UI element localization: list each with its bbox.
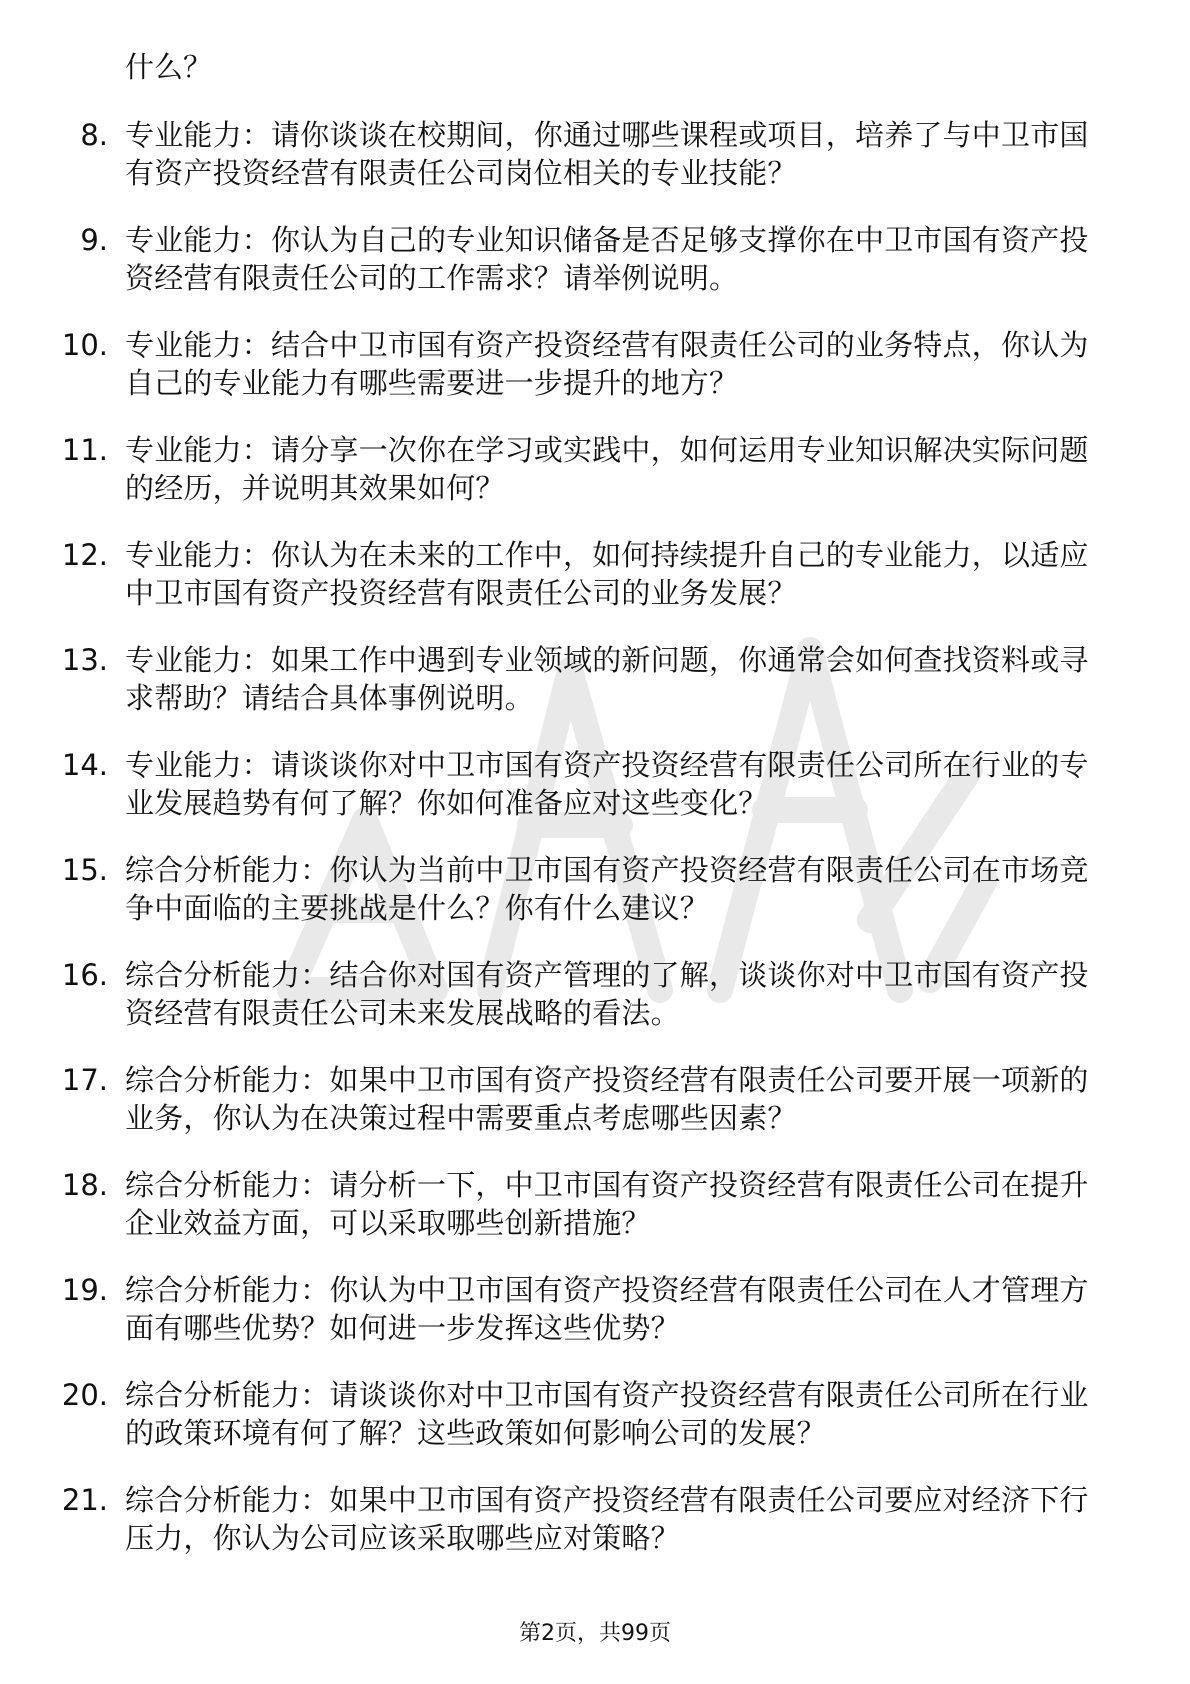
question-item-20	[0, 1376, 1190, 1452]
question-item-17	[0, 1061, 1190, 1137]
question-text-12: 专业能力：你认为在未来的工作中，如何持续提升自己的专业能力，以适应中卫市国有资产投资经营有限责任公司的业务发展？	[125, 538, 1089, 610]
question-number-18: 18.	[61, 1168, 108, 1202]
page-footer: 第2页，共99页	[519, 1621, 671, 1646]
question-text-16: 综合分析能力：结合你对国有资产管理的了解，谈谈你对中卫市国有资产投资经营有限责任公司未来发展战略的看法。	[125, 958, 1089, 1030]
question-item-15	[0, 851, 1190, 927]
question-item-11	[0, 431, 1190, 507]
continued-line: 什么？	[125, 50, 213, 84]
question-number-9: 9.	[80, 223, 108, 257]
question-number-21: 21.	[61, 1483, 108, 1517]
question-item-12	[0, 536, 1190, 612]
question-text-8: 专业能力：请你谈谈在校期间，你通过哪些课程或项目，培养了与中卫市国有资产投资经营有限责任公司岗位相关的专业技能？	[125, 118, 1089, 190]
question-text-14: 专业能力：请谈谈你对中卫市国有资产投资经营有限责任公司所在行业的专业发展趋势有何了解？你如何准备应对这些变化？	[125, 748, 1089, 820]
question-number-11: 11.	[61, 433, 108, 467]
question-text-11: 专业能力：请分享一次你在学习或实践中，如何运用专业知识解决实际问题的经历，并说明其效果如何？	[125, 433, 1089, 505]
question-item-14	[0, 746, 1190, 822]
question-text-21: 综合分析能力：如果中卫市国有资产投资经营有限责任公司要应对经济下行压力，你认为公司应该采取哪些应对策略？	[125, 1483, 1089, 1555]
question-text-17: 综合分析能力：如果中卫市国有资产投资经营有限责任公司要开展一项新的业务，你认为在决策过程中需要重点考虑哪些因素？	[125, 1063, 1089, 1135]
question-item-18	[0, 1166, 1190, 1242]
question-item-16	[0, 956, 1190, 1032]
question-item-13	[0, 641, 1190, 717]
question-number-8: 8.	[80, 118, 108, 152]
question-text-10: 专业能力：结合中卫市国有资产投资经营有限责任公司的业务特点，你认为自己的专业能力有哪些需要进一步提升的地方？	[125, 328, 1089, 400]
question-number-13: 13.	[61, 643, 108, 677]
question-text-20: 综合分析能力：请谈谈你对中卫市国有资产投资经营有限责任公司所在行业的政策环境有何了解？这些政策如何影响公司的发展？	[125, 1378, 1089, 1450]
question-number-20: 20.	[61, 1378, 108, 1412]
question-item-9	[0, 221, 1190, 297]
question-number-17: 17.	[61, 1063, 108, 1097]
question-number-12: 12.	[61, 538, 108, 572]
question-text-13: 专业能力：如果工作中遇到专业领域的新问题，你通常会如何查找资料或寻求帮助？请结合具体事例说明。	[125, 643, 1089, 715]
question-item-21	[0, 1481, 1190, 1557]
question-number-10: 10.	[61, 328, 108, 362]
question-text-19: 综合分析能力：你认为中卫市国有资产投资经营有限责任公司在人才管理方面有哪些优势？如何进一步发挥这些优势？	[125, 1273, 1089, 1345]
question-text-18: 综合分析能力：请分析一下，中卫市国有资产投资经营有限责任公司在提升企业效益方面，可以采取哪些创新措施？	[125, 1168, 1089, 1240]
question-number-16: 16.	[61, 958, 108, 992]
question-number-15: 15.	[61, 853, 108, 887]
question-list	[0, 116, 1190, 1586]
question-text-15: 综合分析能力：你认为当前中卫市国有资产投资经营有限责任公司在市场竞争中面临的主要挑战是什么？你有什么建议？	[125, 853, 1089, 925]
question-text-9: 专业能力：你认为自己的专业知识储备是否足够支撑你在中卫市国有资产投资经营有限责任公司的工作需求？请举例说明。	[125, 223, 1089, 295]
question-item-8	[0, 116, 1190, 192]
question-number-14: 14.	[61, 748, 108, 782]
question-item-10	[0, 326, 1190, 402]
question-item-19	[0, 1271, 1190, 1347]
question-number-19: 19.	[61, 1273, 108, 1307]
